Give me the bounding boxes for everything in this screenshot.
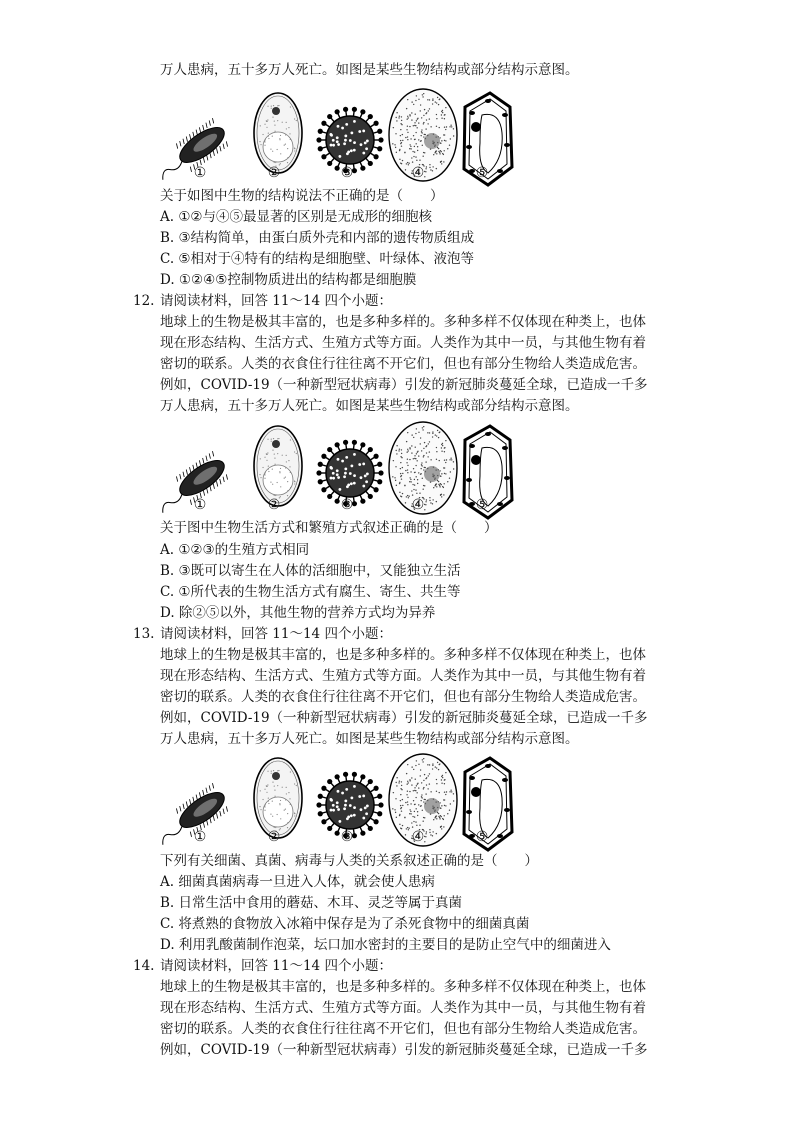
option-c[interactable]: C. ⑤相对于④特有的结构是细胞壁、叶绿体、液泡等 [160,251,475,267]
yeast-cell-icon [254,758,302,838]
figure-label-5: ⑤ [475,829,489,845]
passage-line: 密切的联系。人类的衣食住行往往离不开它们，但也有部分生物给人类造成危害。 [160,356,646,372]
figure-label-4: ④ [411,829,425,845]
figure-label-2: ② [267,497,281,513]
figure-label-4: ④ [411,165,425,181]
passage-line: 现在形态结构、生活方式、生殖方式等方面。人类作为其中一员，与其他生物有着 [160,1000,646,1016]
passage-line: 密切的联系。人类的衣食住行往往离不开它们，但也有部分生物给人类造成危害。 [160,1021,646,1037]
option-c[interactable]: C. 将煮熟的食物放入冰箱中保存是为了杀死食物中的细菌真菌 [160,916,530,932]
yeast-cell-icon [254,93,302,173]
passage-line: 地球上的生物是极其丰富的，也是多种多样的。多种多样不仅体现在种类上，也体 [160,979,646,995]
option-a[interactable]: A. ①②与④⑤最显著的区别是无成形的细胞核 [160,209,433,225]
option-a[interactable]: A. ①②③的生殖方式相同 [160,542,310,558]
option-b[interactable]: B. ③结构简单，由蛋白质外壳和内部的遗传物质组成 [160,230,475,246]
question-13-lead: 请阅读材料，回答 11～14 四个小题： [160,626,392,642]
passage-line: 万人患病，五十多万人死亡。如图是某些生物结构或部分结构示意图。 [160,398,579,414]
passage-line: 例如，COVID-19（一种新型冠状病毒）引发的新冠肺炎蔓延全球，已造成一千多 [160,1042,648,1058]
figure-label-5: ⑤ [475,497,489,513]
passage-line: 密切的联系。人类的衣食住行往往离不开它们，但也有部分生物给人类造成危害。 [160,689,646,705]
figure-label-1: ① [193,497,207,513]
figure-label-1: ① [193,165,207,181]
passage-line: 例如，COVID-19（一种新型冠状病毒）引发的新冠肺炎蔓延全球，已造成一千多 [160,710,648,726]
question-12-stem: 关于图中生物生活方式和繁殖方式叙述正确的是（ ） [160,520,498,536]
option-b[interactable]: B. ③既可以寄生在人体的活细胞中，又能独立生活 [160,563,461,579]
option-c[interactable]: C. ①所代表的生物生活方式有腐生、寄生、共生等 [160,584,461,600]
figure-label-3: ③ [340,497,354,513]
question-11-stem: 关于如图中生物的结构说法不正确的是（ ） [160,188,444,204]
passage-line: 万人患病，五十多万人死亡。如图是某些生物结构或部分结构示意图。 [160,731,579,747]
option-d[interactable]: D. ①②④⑤控制物质进出的结构都是细胞膜 [160,272,417,288]
question-13-stem: 下列有关细菌、真菌、病毒与人类的关系叙述正确的是（ ） [160,853,538,869]
option-d[interactable]: D. 除②⑤以外，其他生物的营养方式均为异养 [160,605,436,621]
figure-label-2: ② [267,165,281,181]
passage-line: 现在形态结构、生活方式、生殖方式等方面。人类作为其中一员，与其他生物有着 [160,335,646,351]
passage-line: 现在形态结构、生活方式、生殖方式等方面。人类作为其中一员，与其他生物有着 [160,668,646,684]
figure-label-3: ③ [340,165,354,181]
option-b[interactable]: B. 日常生活中食用的蘑菇、木耳、灵芝等属于真菌 [160,895,463,911]
question-12-lead: 请阅读材料，回答 11～14 四个小题： [160,293,392,309]
figure-label-1: ① [193,829,207,845]
question-number-12: 12. [133,293,155,309]
figure-label-5: ⑤ [475,165,489,181]
figure-label-3: ③ [340,829,354,845]
option-a[interactable]: A. 细菌真菌病毒一旦进入人体，就会使人患病 [160,874,435,890]
question-14-lead: 请阅读材料，回答 11～14 四个小题： [160,958,392,974]
question-number-13: 13. [133,626,155,642]
passage-line: 例如，COVID-19（一种新型冠状病毒）引发的新冠肺炎蔓延全球，已造成一千多 [160,377,648,393]
option-d[interactable]: D. 利用乳酸菌制作泡菜，坛口加水密封的主要目的是防止空气中的细菌进入 [160,937,611,953]
figure-label-2: ② [267,829,281,845]
virus-icon [316,107,383,174]
yeast-cell-icon [254,426,302,506]
question-number-14: 14. [133,958,155,974]
passage-line: 地球上的生物是极其丰富的，也是多种多样的。多种多样不仅体现在种类上，也体 [160,647,646,663]
passage-line: 地球上的生物是极其丰富的，也是多种多样的。多种多样不仅体现在种类上，也体 [160,314,646,330]
intro-tail: 万人患病，五十多万人死亡。如图是某些生物结构或部分结构示意图。 [160,62,579,78]
figure-label-4: ④ [411,497,425,513]
